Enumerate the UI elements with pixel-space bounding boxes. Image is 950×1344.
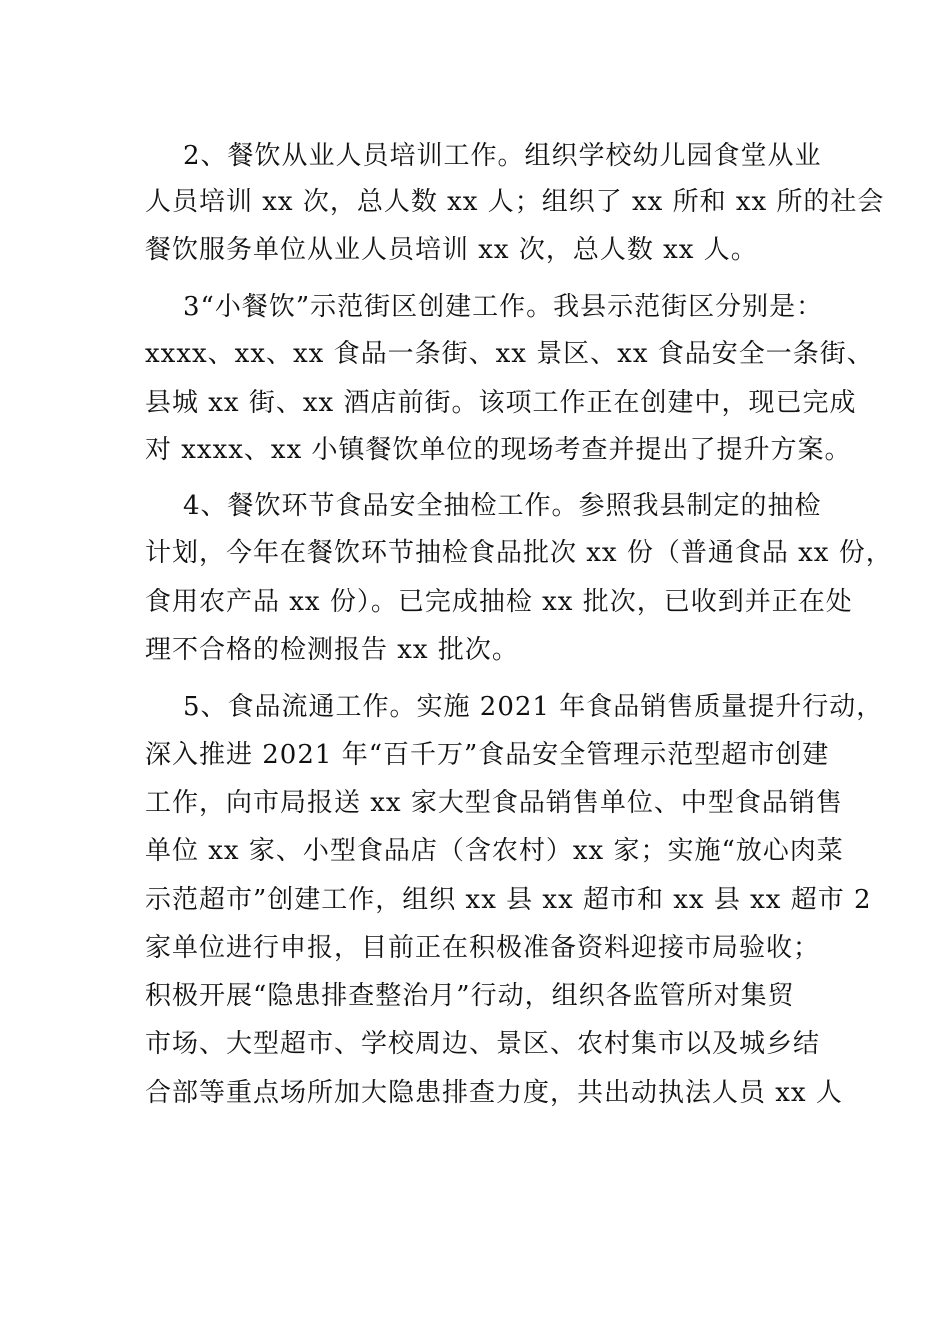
paragraph-5-line-3: 工作，向市局报送 xx 家大型食品销售单位、中型食品销售 — [145, 788, 843, 818]
paragraph-5-line-1: 5、食品流通工作。实施 2021 年食品销售质量提升行动， — [183, 692, 884, 722]
paragraph-4-line-4: 理不合格的检测报告 xx 批次。 — [145, 635, 519, 665]
paragraph-2-line-2: 人员培训 xx 次，总人数 xx 人；组织了 xx 所和 xx 所的社会 — [145, 187, 885, 217]
paragraph-4-line-1: 4、餐饮环节食品安全抽检工作。参照我县制定的抽检 — [183, 491, 822, 521]
paragraph-5-line-2: 深入推进 2021 年“百千万”食品安全管理示范型超市创建 — [145, 740, 830, 770]
paragraph-5-line-5: 示范超市”创建工作，组织 xx 县 xx 超市和 xx 县 xx 超市 2 — [145, 885, 872, 915]
paragraph-3-line-1: 3“小餐饮”示范街区创建工作。我县示范街区分别是： — [183, 292, 824, 322]
paragraph-5-line-9: 合部等重点场所加大隐患排查力度，共出动执法人员 xx 人 — [145, 1078, 843, 1108]
paragraph-2-line-3: 餐饮服务单位从业人员培训 xx 次，总人数 xx 人。 — [145, 235, 758, 265]
paragraph-4-line-3: 食用农产品 xx 份）。已完成抽检 xx 批次，已收到并正在处 — [145, 587, 853, 617]
paragraph-2-line-1: 2、餐饮从业人员培训工作。组织学校幼儿园食堂从业 — [183, 141, 822, 171]
paragraph-3-line-2: xxxx、xx、xx 食品一条街、xx 景区、xx 食品安全一条街、 — [145, 339, 874, 369]
paragraph-4-line-2: 计划，今年在餐饮环节抽检食品批次 xx 份（普通食品 xx 份， — [145, 538, 893, 568]
paragraph-5-line-8: 市场、大型超市、学校周边、景区、农村集市以及城乡结 — [145, 1029, 821, 1059]
paragraph-3-line-4: 对 xxxx、xx 小镇餐饮单位的现场考查并提出了提升方案。 — [145, 435, 852, 465]
paragraph-5-line-6: 家单位进行申报，目前正在积极准备资料迎接市局验收； — [145, 933, 821, 963]
paragraph-5-line-7: 积极开展“隐患排查整治月”行动，组织各监管所对集贸 — [145, 981, 795, 1011]
paragraph-3-line-3: 县城 xx 街、xx 酒店前街。该项工作正在创建中，现已完成 — [145, 388, 857, 418]
paragraph-5-line-4: 单位 xx 家、小型食品店（含农村）xx 家；实施“放心肉菜 — [145, 836, 844, 866]
